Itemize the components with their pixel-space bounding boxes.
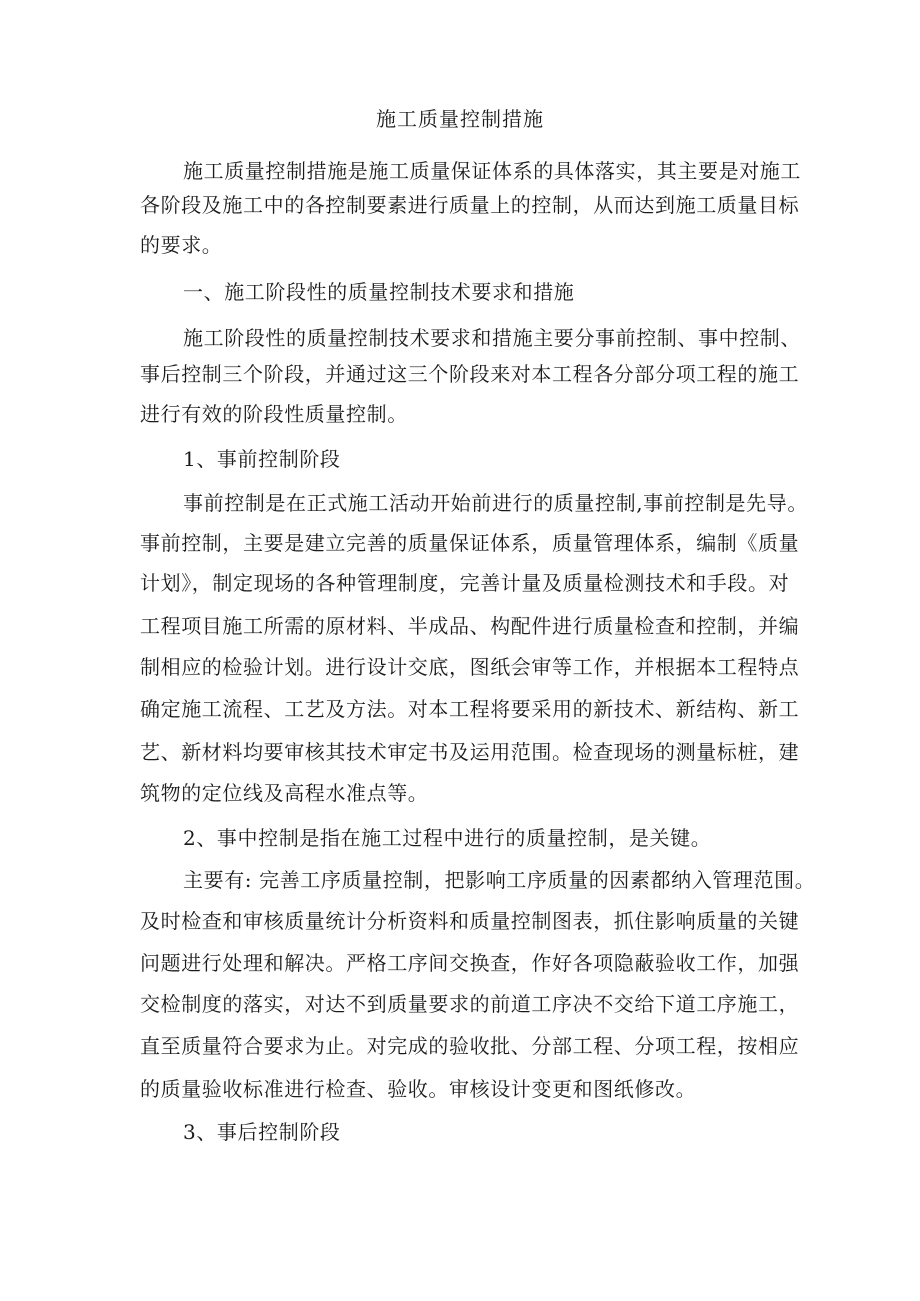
paragraph-line: 施工阶段性的质量控制技术要求和措施主要分事前控制、事中控制、 xyxy=(183,326,801,350)
paragraph-line: 各阶段及施工中的各控制要素进行质量上的控制，从而达到施工质量目标 xyxy=(140,193,800,217)
subsection-heading: 3、事后控制阶段 xyxy=(183,1120,341,1144)
paragraph-line: 筑物的定位线及高程水准点等。 xyxy=(140,781,429,805)
subsection-heading: 2、事中控制是指在施工过程中进行的质量控制，是关键。 xyxy=(183,826,712,850)
paragraph-line: 事后控制三个阶段，并通过这三个阶段来对本工程各分部分项工程的施工 xyxy=(140,362,800,386)
paragraph-line: 计划》，制定现场的各种管理制度，完善计量及质量检测技术和手段。对 xyxy=(140,571,790,595)
paragraph-line: 制相应的检验计划。进行设计交底，图纸会审等工作，并根据本工程特点 xyxy=(140,655,800,679)
paragraph-line: 艺、新材料均要审核其技术审定书及运用范围。检查现场的测量标桩，建 xyxy=(140,740,800,764)
paragraph-line: 进行有效的阶段性质量控制。 xyxy=(140,402,408,426)
paragraph-line: 工程项目施工所需的原材料、半成品、构配件进行质量检查和控制，并编 xyxy=(140,614,800,638)
paragraph-line: 事前控制是在正式施工活动开始前进行的质量控制,事前控制是先导。 xyxy=(183,491,808,515)
paragraph-line: 问题进行处理和解决。严格工序间交换查，作好各项隐蔽验收工作，加强 xyxy=(140,951,800,975)
paragraph-line: 及时检查和审核质量统计分析资料和质量控制图表，抓住影响质量的关键 xyxy=(140,909,800,933)
paragraph-line: 交检制度的落实，对达不到质量要求的前道工序决不交给下道工序施工， xyxy=(140,992,800,1016)
paragraph-line: 直至质量符合要求为止。对完成的验收批、分部工程、分项工程，按相应 xyxy=(140,1034,800,1058)
paragraph-line: 施工质量控制措施是施工质量保证体系的具体落实，其主要是对施工 xyxy=(183,159,801,183)
document-title: 施工质量控制措施 xyxy=(376,107,544,131)
paragraph-line: 的要求。 xyxy=(140,233,223,257)
paragraph-line: 确定施工流程、工艺及方法。对本工程将要采用的新技术、新结构、新工 xyxy=(140,697,800,721)
paragraph-line: 主要有: 完善工序质量控制，把影响工序质量的因素都纳入管理范围。 xyxy=(183,868,816,892)
subsection-heading: 1、事前控制阶段 xyxy=(183,447,341,471)
section-heading: 一、施工阶段性的质量控制技术要求和措施 xyxy=(183,280,575,304)
paragraph-line: 的质量验收标准进行检查、验收。审核设计变更和图纸修改。 xyxy=(140,1077,697,1101)
paragraph-line: 事前控制，主要是建立完善的质量保证体系，质量管理体系，编制《质量 xyxy=(140,531,800,555)
